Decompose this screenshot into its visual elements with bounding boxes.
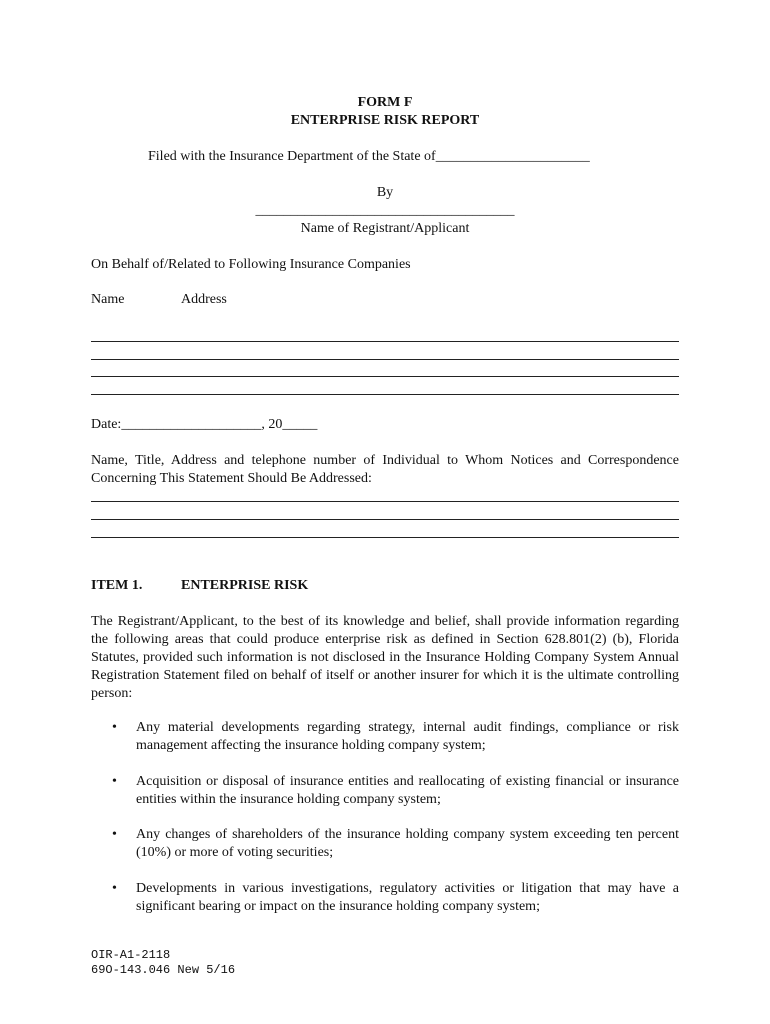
contact-entry-line [91, 519, 679, 520]
item-number: ITEM 1. [91, 578, 143, 593]
bullet-icon: • [112, 774, 117, 789]
company-entry-line [91, 394, 679, 395]
company-entry-line [91, 359, 679, 360]
report-title: ENTERPRISE RISK REPORT [290, 113, 480, 128]
form-label: FORM F [357, 95, 413, 110]
company-entry-line [91, 341, 679, 342]
date-line: Date:____________________, 20_____ [91, 417, 318, 432]
filed-with-line: Filed with the Insurance Department of the State of______________________ [148, 149, 590, 164]
company-entry-line [91, 376, 679, 377]
footer-rule-reference: 69O-143.046 New 5/16 [91, 963, 236, 977]
contact-instruction: Name, Title, Address and telephone number of Individual to Whom Notices and Correspondence Concerning This Statement Should Be Addressed: [91, 453, 679, 486]
bullet-icon: • [112, 827, 117, 842]
on-behalf-heading: On Behalf of/Related to Following Insurance Companies [91, 257, 411, 272]
bullet-icon: • [112, 720, 117, 735]
bullet-item: Any changes of shareholders of the insurance holding company system exceeding ten percent (10%) or more of voting securities; [136, 827, 679, 860]
name-column-header: Name [91, 292, 125, 307]
registrant-label: Name of Registrant/Applicant [300, 221, 470, 236]
registrant-blank: _____________________________________ [255, 203, 515, 218]
bullet-item: Acquisition or disposal of insurance entities and reallocating of existing financial or insurance entities within the insurance holding company system; [136, 774, 679, 807]
address-column-header: Address [181, 292, 227, 307]
contact-entry-line [91, 501, 679, 502]
bullet-icon: • [112, 881, 117, 896]
item-paragraph: The Registrant/Applicant, to the best of its knowledge and belief, shall provide information regarding the following areas that could produce enterprise risk as defined in Section 628.801(2) (b), Florida Statutes, provided such information is not disclosed in the Insurance Holding Company System Annual Registration Statement filed on behalf of itself or another insurer for which it is the ultimate controlling person: [91, 614, 679, 701]
bullet-item: Developments in various investigations, regulatory activities or litigation that may have a significant bearing or impact on the insurance holding company system; [136, 881, 679, 914]
by-label: By [376, 185, 394, 200]
footer-form-code: OIR-A1-2118 [91, 948, 171, 962]
bullet-item: Any material developments regarding strategy, internal audit findings, compliance or risk management affecting the insurance holding company system; [136, 720, 679, 753]
contact-entry-line [91, 537, 679, 538]
item-title: ENTERPRISE RISK [181, 578, 309, 593]
